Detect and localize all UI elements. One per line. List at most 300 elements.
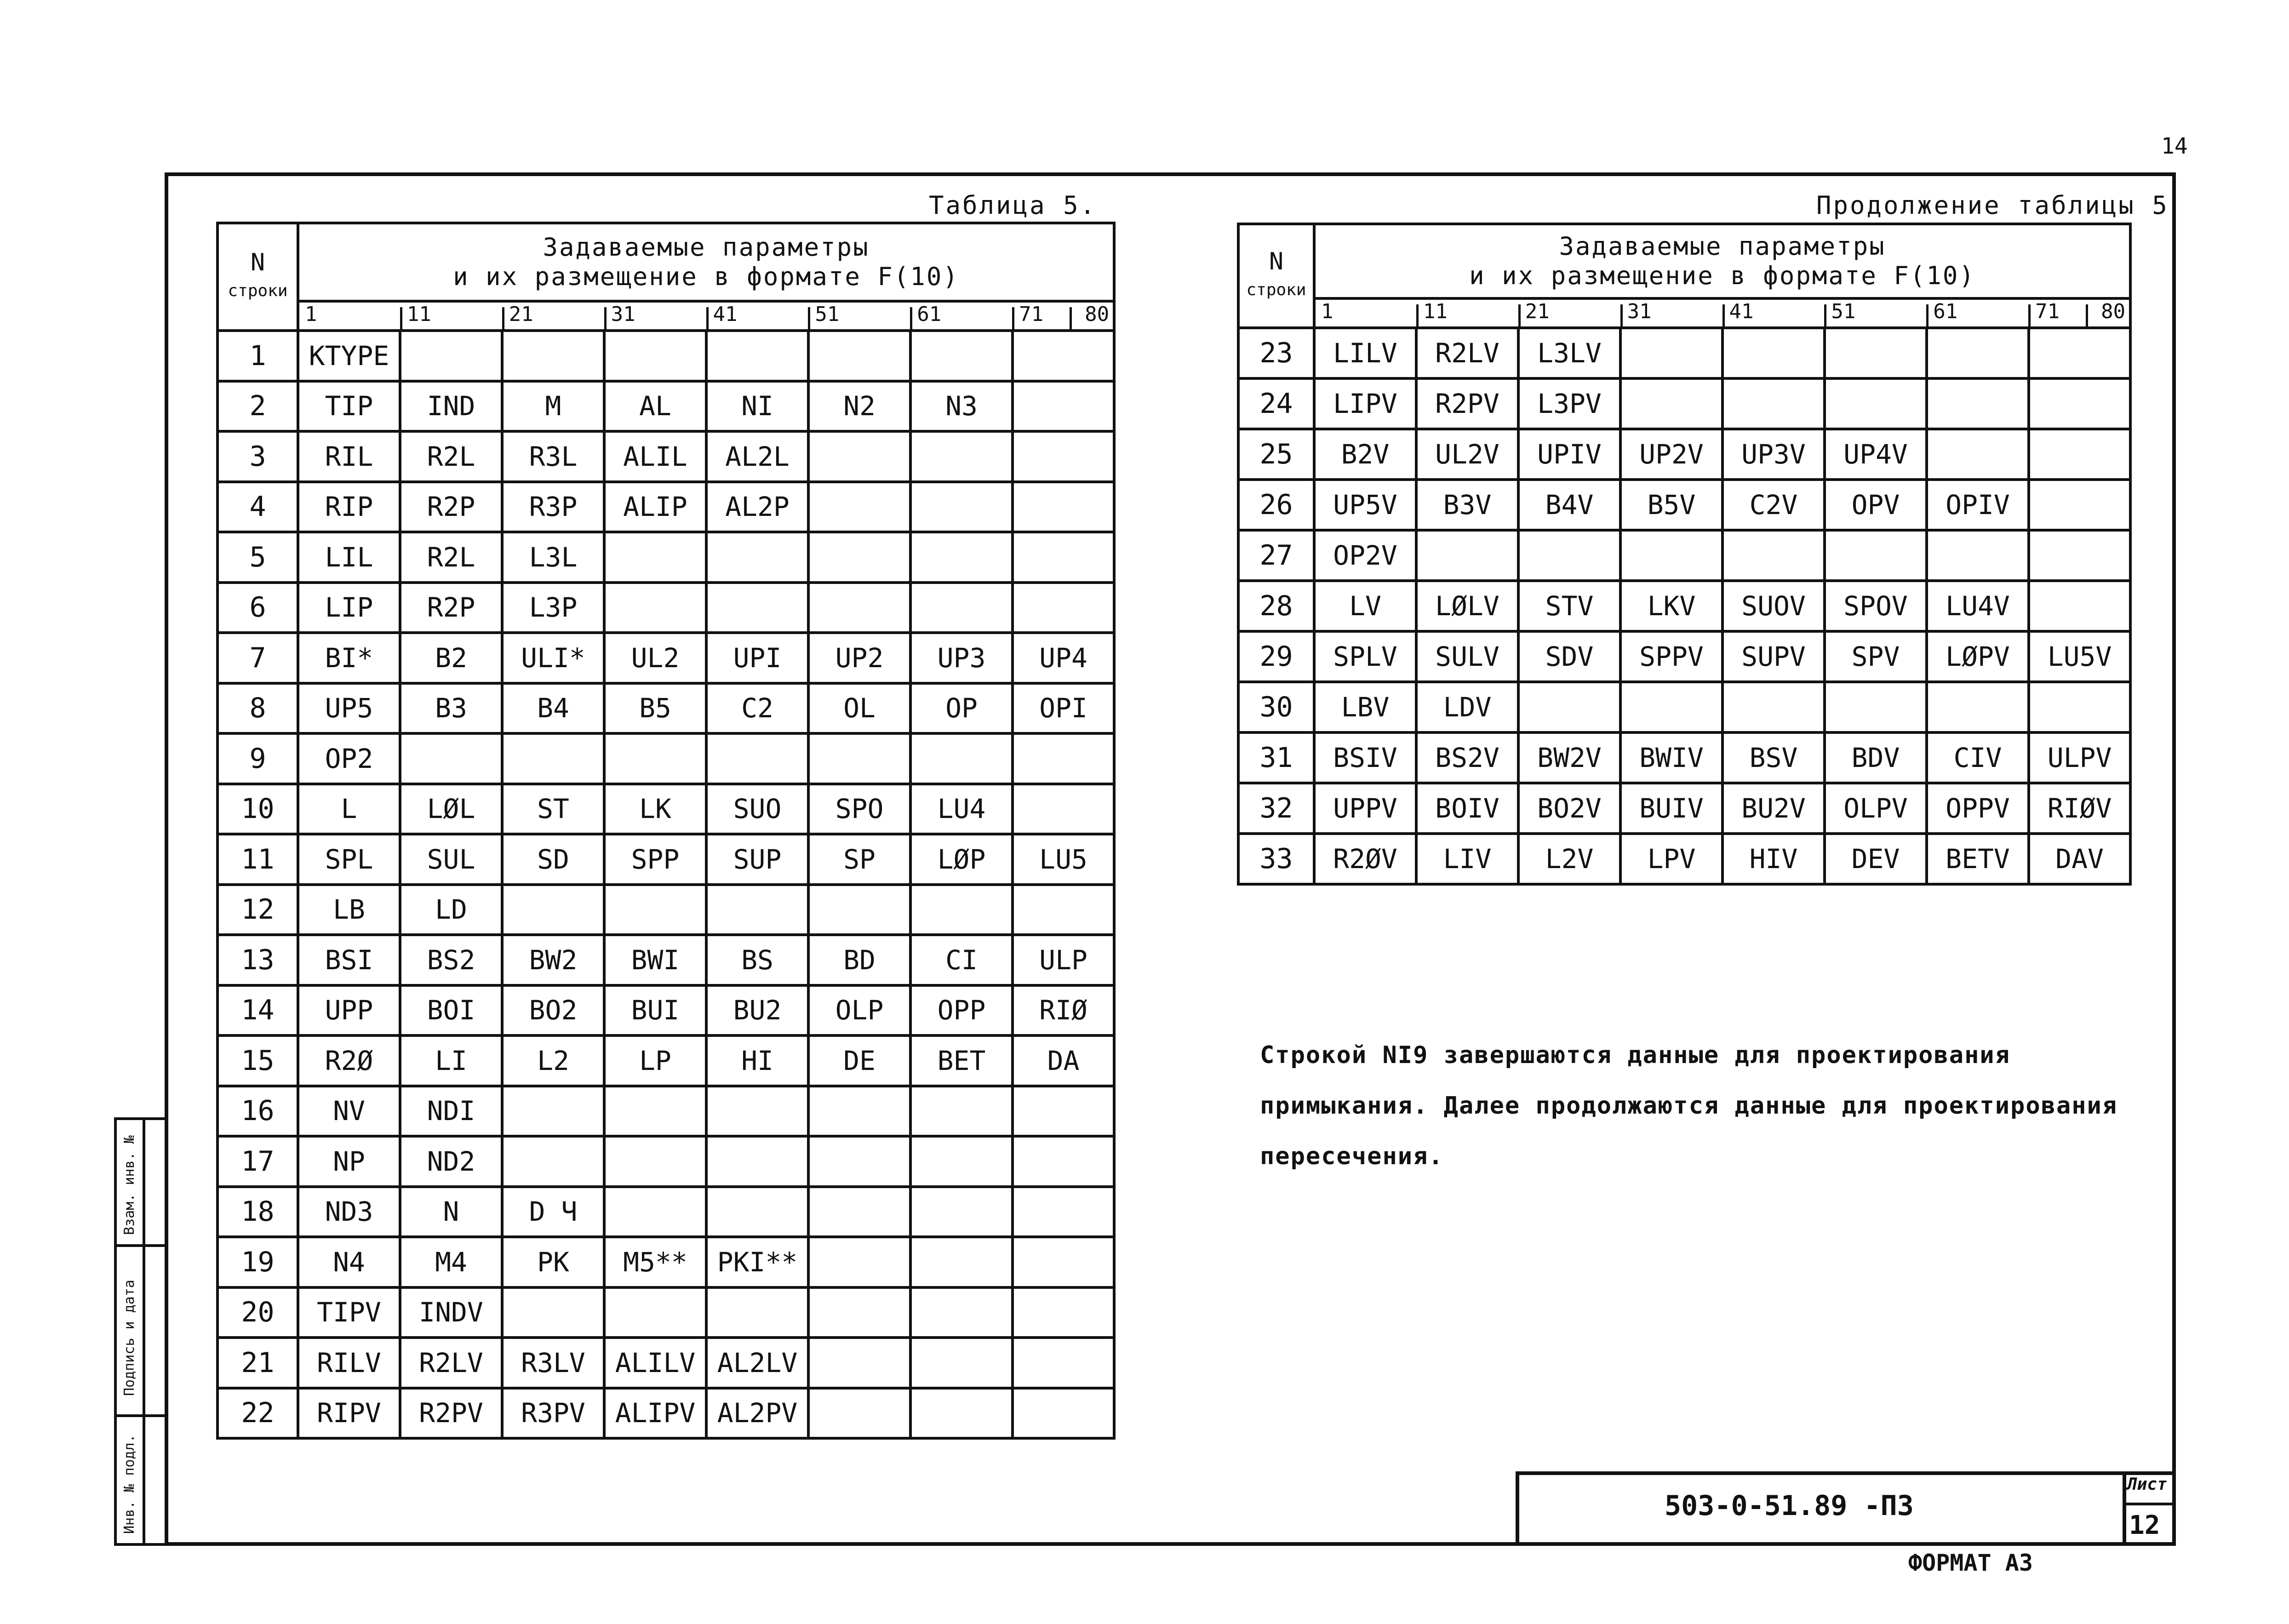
row-number: 30: [1238, 682, 1314, 732]
parameter-cell: OL: [808, 683, 910, 734]
parameter-cell: CIV: [1927, 732, 2029, 783]
row-number-header-sub: строки: [1246, 280, 1306, 299]
parameter-cell: LØLV: [1416, 581, 1518, 631]
parameter-cell: OP2V: [1314, 530, 1416, 581]
parameter-cell: R2L: [400, 532, 502, 583]
ruler-tick: [502, 307, 504, 329]
parameter-cell: B5V: [1620, 480, 1722, 530]
row-number: 5: [217, 532, 298, 583]
row-number: 18: [217, 1187, 298, 1237]
parameter-cell: [1927, 378, 2029, 429]
parameter-cell: SD: [502, 834, 604, 885]
parameter-cell: UPPV: [1314, 783, 1416, 834]
ruler-tick: [2086, 304, 2088, 326]
row-number: 9: [217, 733, 298, 784]
column-ruler: [1314, 298, 2130, 328]
ruler-label: 11: [1423, 300, 1448, 323]
parameter-cell: [1722, 682, 1825, 732]
row-number-header-sub: строки: [228, 281, 288, 300]
ruler-tick: [808, 307, 810, 329]
parameters-header: [298, 223, 1114, 301]
parameter-cell: [1013, 482, 1114, 532]
parameter-cell: LU4V: [1927, 581, 2029, 631]
row-number: 33: [1238, 834, 1314, 884]
parameter-cell: ALIPV: [604, 1388, 706, 1439]
parameter-cell: ULI*: [502, 633, 604, 683]
parameter-cell: [1013, 1388, 1114, 1439]
parameter-cell: [910, 733, 1013, 784]
table-row: [1238, 328, 2130, 378]
right-table-title: Продолжение таблицы 5: [1816, 191, 2169, 220]
ruler-tick: [400, 307, 402, 329]
parameter-cell: IND: [400, 381, 502, 432]
sheet-label: Лист: [2127, 1475, 2167, 1494]
side-label-inv: Инв. № подл.: [121, 1434, 137, 1534]
table-row: [217, 532, 1114, 583]
parameter-cell: LDV: [1416, 682, 1518, 732]
row-number-header: [217, 223, 298, 331]
side-label-replace: Взам. инв. №: [121, 1135, 137, 1235]
parameter-cell: BUI: [604, 985, 706, 1036]
ruler-label: 21: [509, 303, 533, 326]
parameter-cell: OPIV: [1927, 480, 2029, 530]
row-number: 10: [217, 784, 298, 835]
parameter-cell: SUP: [706, 834, 808, 885]
ruler-tick: [1620, 304, 1623, 326]
table-row: [217, 1187, 1114, 1237]
parameter-cell: UPP: [298, 985, 400, 1036]
parameter-cell: SPP: [604, 834, 706, 885]
parameter-cell: LK: [604, 784, 706, 835]
parameter-cell: [706, 532, 808, 583]
parameter-cell: BO2V: [1518, 783, 1620, 834]
parameter-cell: UP3V: [1722, 429, 1825, 480]
parameter-cell: C2V: [1722, 480, 1825, 530]
parameter-cell: SPL: [298, 834, 400, 885]
ruler-label: 80: [2101, 300, 2126, 323]
row-number: 22: [217, 1388, 298, 1439]
parameter-cell: ULP: [1013, 935, 1114, 985]
parameter-cell: UP4: [1013, 633, 1114, 683]
parameter-cell: HIV: [1722, 834, 1825, 884]
parameter-cell: [604, 885, 706, 935]
parameter-cell: DEV: [1825, 834, 1927, 884]
parameter-cell: BETV: [1927, 834, 2029, 884]
parameter-cell: [808, 331, 910, 381]
parameter-cell: OLPV: [1825, 783, 1927, 834]
parameter-cell: BS: [706, 935, 808, 985]
parameter-cell: ULPV: [2029, 732, 2130, 783]
right-parameters-table: [1237, 223, 2132, 886]
parameter-cell: RILV: [298, 1338, 400, 1388]
parameter-cell: BO2: [502, 985, 604, 1036]
parameter-cell: [400, 331, 502, 381]
parameter-cell: UL2: [604, 633, 706, 683]
parameter-cell: [910, 1086, 1013, 1137]
parameters-header-line2: и их размещение в формате F(10): [453, 262, 959, 291]
ruler-label: 1: [305, 303, 317, 326]
ruler-tick: [1824, 304, 1826, 326]
parameters-header-line2: и их размещение в формате F(10): [1469, 261, 1975, 290]
parameter-cell: LB: [298, 885, 400, 935]
parameter-cell: [1825, 328, 1927, 378]
ruler-label: 51: [1831, 300, 1856, 323]
parameter-cell: [1927, 328, 2029, 378]
row-number: 2: [217, 381, 298, 432]
parameter-cell: LBV: [1314, 682, 1416, 732]
row-number: 12: [217, 885, 298, 935]
parameter-cell: [808, 1237, 910, 1287]
table-row: [217, 1287, 1114, 1338]
parameter-cell: [910, 885, 1013, 935]
parameter-cell: SDV: [1518, 631, 1620, 682]
parameter-cell: LV: [1314, 581, 1416, 631]
ruler-label: 41: [713, 303, 738, 326]
parameter-cell: [1927, 429, 2029, 480]
parameter-cell: INDV: [400, 1287, 502, 1338]
side-strip-divider: [117, 1244, 166, 1247]
table-row: [1238, 378, 2130, 429]
parameter-cell: ND2: [400, 1136, 502, 1187]
parameter-cell: [1013, 381, 1114, 432]
ruler-tick: [1518, 304, 1521, 326]
row-number: 3: [217, 431, 298, 482]
parameter-cell: ALILV: [604, 1338, 706, 1388]
row-number-header-n: N: [250, 249, 265, 276]
row-number: 21: [217, 1338, 298, 1388]
parameter-cell: LØL: [400, 784, 502, 835]
format-label: ФОРМАТ А3: [1908, 1550, 2033, 1576]
ruler-tick: [1416, 304, 1419, 326]
parameter-cell: [1013, 431, 1114, 482]
parameter-cell: L2V: [1518, 834, 1620, 884]
parameter-cell: NP: [298, 1136, 400, 1187]
table-row: [217, 633, 1114, 683]
ruler-label: 21: [1525, 300, 1550, 323]
ruler-label: 11: [406, 303, 431, 326]
parameter-cell: BOI: [400, 985, 502, 1036]
parameter-cell: M5**: [604, 1237, 706, 1287]
parameter-cell: BU2: [706, 985, 808, 1036]
table-row: [1238, 732, 2130, 783]
parameter-cell: SUOV: [1722, 581, 1825, 631]
parameter-cell: [706, 331, 808, 381]
parameter-cell: [1620, 530, 1722, 581]
parameter-cell: [400, 733, 502, 784]
parameter-cell: L2: [502, 1035, 604, 1086]
parameter-cell: [910, 532, 1013, 583]
table-row: [217, 935, 1114, 985]
table-row: [217, 733, 1114, 784]
parameter-cell: BD: [808, 935, 910, 985]
parameter-cell: L3PV: [1518, 378, 1620, 429]
parameter-cell: [604, 1187, 706, 1237]
parameter-cell: [808, 885, 910, 935]
parameter-cell: KTYPE: [298, 331, 400, 381]
parameter-cell: NV: [298, 1086, 400, 1137]
parameter-cell: R2Ø: [298, 1035, 400, 1086]
parameter-cell: B3: [400, 683, 502, 734]
parameter-cell: AL2P: [706, 482, 808, 532]
parameter-cell: UP5V: [1314, 480, 1416, 530]
parameter-cell: OPV: [1825, 480, 1927, 530]
parameter-cell: [1518, 530, 1620, 581]
parameter-cell: STV: [1518, 581, 1620, 631]
parameter-cell: [2029, 530, 2130, 581]
parameter-cell: CI: [910, 935, 1013, 985]
parameter-cell: SPPV: [1620, 631, 1722, 682]
parameter-cell: SUL: [400, 834, 502, 885]
ruler-label: 41: [1729, 300, 1754, 323]
parameter-cell: LU4: [910, 784, 1013, 835]
parameter-cell: DAV: [2029, 834, 2130, 884]
side-label-sign: Подпись и дата: [121, 1280, 137, 1396]
parameter-cell: R3L: [502, 431, 604, 482]
parameter-cell: N3: [910, 381, 1013, 432]
parameter-cell: [1416, 530, 1518, 581]
parameter-cell: [1722, 378, 1825, 429]
parameter-cell: [604, 733, 706, 784]
row-number: 28: [1238, 581, 1314, 631]
parameter-cell: R2P: [400, 583, 502, 633]
parameter-cell: [910, 583, 1013, 633]
parameter-cell: NDI: [400, 1086, 502, 1137]
parameter-cell: TIPV: [298, 1287, 400, 1338]
row-number: 24: [1238, 378, 1314, 429]
parameter-cell: [604, 331, 706, 381]
table-row: [217, 834, 1114, 885]
parameter-cell: UP2: [808, 633, 910, 683]
parameter-cell: R3LV: [502, 1338, 604, 1388]
parameter-cell: [1620, 378, 1722, 429]
parameter-cell: [706, 733, 808, 784]
row-number: 8: [217, 683, 298, 734]
table-row: [1238, 783, 2130, 834]
parameter-cell: [604, 532, 706, 583]
ruler-tick: [1926, 304, 1928, 326]
parameter-cell: [808, 1338, 910, 1388]
document-code: 503-0-51.89 -ПЗ: [1665, 1490, 1914, 1522]
parameter-cell: DA: [1013, 1035, 1114, 1086]
parameter-cell: OPP: [910, 985, 1013, 1036]
parameter-cell: LU5V: [2029, 631, 2130, 682]
ruler-label: 80: [1085, 303, 1110, 326]
parameter-cell: [1013, 784, 1114, 835]
parameters-header-line1: Задаваемые параметры: [1559, 232, 1886, 261]
note-line-1: Строкой NI9 завершаются данные для проектирования: [1260, 1041, 2011, 1069]
parameter-cell: [1013, 1187, 1114, 1237]
table-row: [217, 985, 1114, 1036]
parameter-cell: [1013, 1086, 1114, 1137]
parameter-cell: [808, 1187, 910, 1237]
parameter-cell: BSI: [298, 935, 400, 985]
row-number: 26: [1238, 480, 1314, 530]
parameter-cell: LIL: [298, 532, 400, 583]
table-row: [217, 431, 1114, 482]
parameter-cell: R2P: [400, 482, 502, 532]
ruler-label: 71: [1019, 303, 1044, 326]
row-number: 6: [217, 583, 298, 633]
left-parameters-table: [216, 222, 1116, 1440]
parameter-cell: LØPV: [1927, 631, 2029, 682]
parameter-cell: RIØ: [1013, 985, 1114, 1036]
row-number: 1: [217, 331, 298, 381]
parameter-cell: [808, 1287, 910, 1338]
parameter-cell: LKV: [1620, 581, 1722, 631]
parameter-cell: LPV: [1620, 834, 1722, 884]
table-row: [217, 583, 1114, 633]
parameter-cell: [1825, 378, 1927, 429]
table-row: [217, 885, 1114, 935]
parameter-cell: BS2V: [1416, 732, 1518, 783]
parameter-cell: [1013, 1287, 1114, 1338]
parameter-cell: B4V: [1518, 480, 1620, 530]
parameter-cell: L3L: [502, 532, 604, 583]
parameter-cell: UPI: [706, 633, 808, 683]
parameter-cell: [1518, 682, 1620, 732]
table-row: [217, 1086, 1114, 1137]
parameter-cell: [1013, 1338, 1114, 1388]
parameter-cell: BWI: [604, 935, 706, 985]
parameter-cell: [604, 583, 706, 633]
row-number: 23: [1238, 328, 1314, 378]
parameter-cell: LIPV: [1314, 378, 1416, 429]
parameter-cell: OLP: [808, 985, 910, 1036]
parameter-cell: LØP: [910, 834, 1013, 885]
parameter-cell: R2LV: [400, 1338, 502, 1388]
parameter-cell: [1620, 682, 1722, 732]
column-ruler: [298, 301, 1114, 331]
parameter-cell: LILV: [1314, 328, 1416, 378]
row-number: 7: [217, 633, 298, 683]
parameter-cell: OPPV: [1927, 783, 2029, 834]
side-strip-divider-vertical: [143, 1120, 145, 1543]
parameter-cell: BS2: [400, 935, 502, 985]
table-row: [217, 1237, 1114, 1287]
table-row: [1238, 682, 2130, 732]
parameter-cell: [1825, 682, 1927, 732]
parameter-cell: [2029, 581, 2130, 631]
parameter-cell: [502, 885, 604, 935]
parameter-cell: [604, 1136, 706, 1187]
parameter-cell: NI: [706, 381, 808, 432]
row-number: 29: [1238, 631, 1314, 682]
parameter-cell: B5: [604, 683, 706, 734]
parameter-cell: BET: [910, 1035, 1013, 1086]
parameter-cell: UP2V: [1620, 429, 1722, 480]
parameter-cell: L3P: [502, 583, 604, 633]
table-row: [217, 683, 1114, 734]
parameter-cell: ALIP: [604, 482, 706, 532]
parameter-cell: AL2L: [706, 431, 808, 482]
parameter-cell: [1013, 1136, 1114, 1187]
row-number-header-n: N: [1269, 248, 1284, 275]
row-number-header: [1238, 224, 1314, 328]
parameter-cell: RIP: [298, 482, 400, 532]
parameter-cell: [1825, 530, 1927, 581]
parameter-cell: BWIV: [1620, 732, 1722, 783]
parameter-cell: [910, 1136, 1013, 1187]
parameters-header: [1314, 224, 2130, 298]
ruler-label: 61: [1933, 300, 1958, 323]
parameter-cell: BOIV: [1416, 783, 1518, 834]
parameter-cell: [502, 1287, 604, 1338]
parameter-cell: RIØV: [2029, 783, 2130, 834]
parameter-cell: ALIL: [604, 431, 706, 482]
parameter-cell: BDV: [1825, 732, 1927, 783]
table-row: [1238, 429, 2130, 480]
side-strip-divider: [117, 1414, 166, 1417]
parameter-cell: [1927, 530, 2029, 581]
parameter-cell: B2V: [1314, 429, 1416, 480]
ruler-tick: [1722, 304, 1725, 326]
parameter-cell: B4: [502, 683, 604, 734]
parameter-cell: BW2: [502, 935, 604, 985]
parameter-cell: [706, 885, 808, 935]
parameter-cell: M: [502, 381, 604, 432]
parameter-cell: [1722, 328, 1825, 378]
parameter-cell: R2ØV: [1314, 834, 1416, 884]
parameter-cell: [604, 1287, 706, 1338]
parameter-cell: UP5: [298, 683, 400, 734]
parameter-cell: [910, 1187, 1013, 1237]
parameter-cell: [808, 1086, 910, 1137]
ruler-tick: [1070, 307, 1072, 329]
parameter-cell: [2029, 682, 2130, 732]
parameter-cell: R2L: [400, 431, 502, 482]
parameter-cell: R2LV: [1416, 328, 1518, 378]
parameter-cell: SUO: [706, 784, 808, 835]
parameter-cell: SUPV: [1722, 631, 1825, 682]
parameter-cell: OP2: [298, 733, 400, 784]
parameter-cell: [1013, 331, 1114, 381]
parameter-cell: [808, 532, 910, 583]
parameter-cell: AL2PV: [706, 1388, 808, 1439]
parameter-cell: C2: [706, 683, 808, 734]
ruler-label: 51: [815, 303, 840, 326]
parameter-cell: ST: [502, 784, 604, 835]
parameter-cell: [2029, 328, 2130, 378]
table-row: [217, 482, 1114, 532]
parameter-cell: BW2V: [1518, 732, 1620, 783]
table-row: [1238, 480, 2130, 530]
parameter-cell: RIL: [298, 431, 400, 482]
table-row: [217, 1338, 1114, 1388]
parameter-cell: R2PV: [1416, 378, 1518, 429]
parameter-cell: L: [298, 784, 400, 835]
parameter-cell: R3PV: [502, 1388, 604, 1439]
row-number: 19: [217, 1237, 298, 1287]
note-line-3: пересечения.: [1260, 1143, 1444, 1170]
table-row: [1238, 834, 2130, 884]
parameter-cell: [910, 331, 1013, 381]
parameter-cell: PK: [502, 1237, 604, 1287]
row-number: 11: [217, 834, 298, 885]
table-row: [1238, 530, 2130, 581]
parameter-cell: [706, 583, 808, 633]
parameter-cell: [808, 583, 910, 633]
parameter-cell: [808, 482, 910, 532]
parameter-cell: UL2V: [1416, 429, 1518, 480]
parameter-cell: [1722, 530, 1825, 581]
parameter-cell: [910, 482, 1013, 532]
parameter-cell: SPV: [1825, 631, 1927, 682]
ruler-tick: [1012, 307, 1014, 329]
parameter-cell: SPLV: [1314, 631, 1416, 682]
parameter-cell: SULV: [1416, 631, 1518, 682]
parameter-cell: BU2V: [1722, 783, 1825, 834]
ruler-label: 61: [917, 303, 942, 326]
